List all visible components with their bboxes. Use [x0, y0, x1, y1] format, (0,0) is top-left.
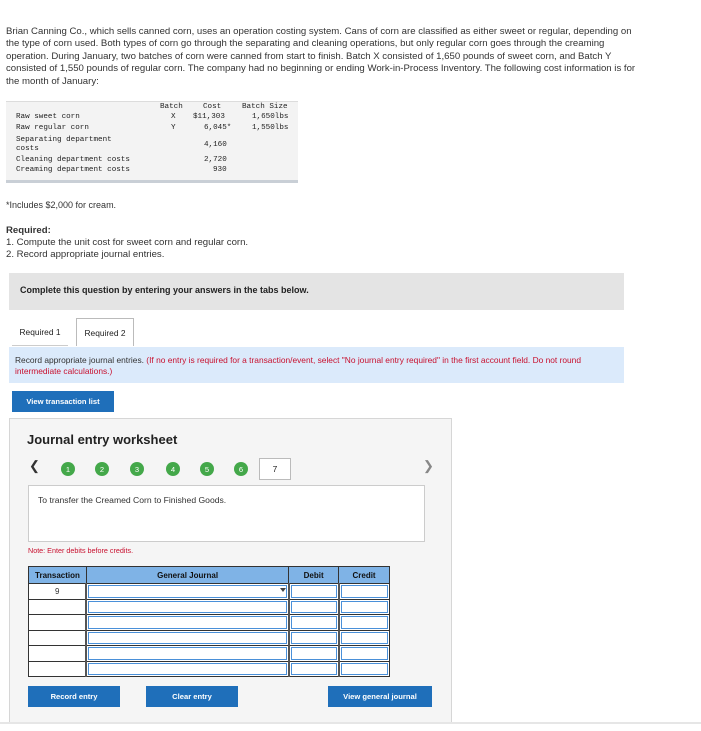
footnote: *Includes $2,000 for cream.	[6, 200, 117, 210]
account-select[interactable]	[86, 584, 288, 600]
tab-required-1[interactable]: Required 1	[12, 318, 68, 346]
credit-field[interactable]	[341, 647, 388, 660]
transaction-description-box	[28, 485, 425, 542]
header-cost: Cost	[203, 103, 222, 111]
journal-row	[29, 615, 390, 631]
debit-input[interactable]	[289, 630, 339, 646]
transaction-number	[29, 599, 87, 615]
banner-text: Complete this question by entering your answers in the tabs below.	[20, 285, 309, 295]
transaction-description: To transfer the Creamed Corn to Finished Goods.	[38, 495, 227, 505]
row-cost: 6,045*	[204, 124, 232, 132]
worksheet-title: Journal entry worksheet	[27, 432, 178, 447]
journal-row	[29, 584, 390, 600]
step-1[interactable]: 1	[61, 462, 75, 476]
credit-field[interactable]	[341, 663, 388, 676]
credit-field[interactable]	[341, 632, 388, 645]
view-transaction-list-button[interactable]: View transaction list	[12, 391, 114, 412]
row-size: 1,550lbs	[252, 124, 289, 132]
row-label-continued: costs	[16, 145, 39, 153]
debit-field[interactable]	[291, 585, 337, 598]
credit-field[interactable]	[341, 616, 388, 629]
table-divider	[6, 180, 298, 183]
instruction-note: (If no entry is required for a transaction/event, select "No journal entry required" in the first account field. Do not round intermediate calculations.)	[15, 355, 581, 376]
row-batch: Y	[171, 124, 176, 132]
credit-input[interactable]	[339, 584, 390, 600]
account-select[interactable]	[86, 599, 288, 615]
row-cost: 930	[213, 166, 227, 174]
header-batch-size: Batch Size	[242, 103, 288, 111]
debits-note: Note: Enter debits before credits.	[28, 546, 134, 555]
row-cost: 2,720	[204, 156, 227, 164]
header-batch: Batch	[160, 103, 183, 111]
required-item-1: 1. Compute the unit cost for sweet corn and regular corn.	[6, 237, 249, 248]
account-field[interactable]	[88, 585, 286, 598]
debit-field[interactable]	[291, 647, 337, 660]
credit-input[interactable]	[339, 599, 390, 615]
step-3[interactable]: 3	[130, 462, 144, 476]
account-field[interactable]	[88, 632, 286, 645]
credit-input[interactable]	[339, 630, 390, 646]
debit-input[interactable]	[289, 584, 339, 600]
transaction-number: 9	[29, 584, 87, 600]
row-label: Creaming department costs	[16, 166, 130, 174]
transaction-number	[29, 615, 87, 631]
credit-input[interactable]	[339, 661, 390, 677]
required-item-2: 2. Record appropriate journal entries.	[6, 249, 165, 260]
debit-field[interactable]	[291, 601, 337, 614]
row-cost: $11,303	[193, 113, 225, 121]
row-size: 1,650lbs	[252, 113, 289, 121]
col-debit: Debit	[289, 567, 339, 584]
step-4[interactable]: 4	[166, 462, 180, 476]
col-general-journal: General Journal	[86, 567, 288, 584]
account-field[interactable]	[88, 647, 286, 660]
row-label: Raw sweet corn	[16, 113, 80, 121]
journal-row	[29, 599, 390, 615]
step-5[interactable]: 5	[200, 462, 214, 476]
row-cost: 4,160	[204, 141, 227, 149]
complete-question-banner	[9, 273, 624, 310]
journal-table	[28, 566, 390, 676]
page-bottom-divider	[0, 722, 701, 724]
debit-input[interactable]	[289, 615, 339, 631]
transaction-number	[29, 630, 87, 646]
row-label: Separating department	[16, 136, 112, 144]
problem-intro: Brian Canning Co., which sells canned corn, uses an operation costing system. Cans of corn are classified as either sweet or regular, depending on the type of corn used. Both types of corn go through the separating and cleaning operations, but only regular corn goes through the creaming operation. During January, two batches of corn were canned from start to finish. Batch X consisted of 1,650 pounds of sweet corn, and Batch Y consisted of 1,550 pounds of regular corn. The company had no beginning or ending Work-in-Process Inventory. The following cost information is for the month of January:	[6, 26, 636, 87]
debit-input[interactable]	[289, 661, 339, 677]
chevron-left-icon[interactable]: ❮	[29, 458, 40, 473]
chevron-right-icon[interactable]: ❯	[423, 458, 434, 473]
account-select[interactable]	[86, 630, 288, 646]
journal-row	[29, 646, 390, 662]
debit-field[interactable]	[291, 663, 337, 676]
account-field[interactable]	[88, 663, 286, 676]
row-label: Raw regular corn	[16, 124, 89, 132]
journal-row	[29, 661, 390, 677]
clear-entry-button[interactable]: Clear entry	[146, 686, 238, 707]
col-credit: Credit	[339, 567, 390, 584]
step-6[interactable]: 6	[234, 462, 248, 476]
row-batch: X	[171, 113, 176, 121]
view-general-journal-button[interactable]: View general journal	[328, 686, 432, 707]
account-select[interactable]	[86, 661, 288, 677]
credit-input[interactable]	[339, 615, 390, 631]
dropdown-arrow-icon[interactable]	[280, 588, 286, 592]
account-field[interactable]	[88, 616, 286, 629]
required-heading: Required:	[6, 225, 51, 236]
col-transaction: Transaction	[29, 567, 87, 584]
credit-field[interactable]	[341, 601, 388, 614]
instruction-main: Record appropriate journal entries.	[15, 355, 144, 365]
credit-input[interactable]	[339, 646, 390, 662]
account-field[interactable]	[88, 601, 286, 614]
debit-field[interactable]	[291, 632, 337, 645]
cost-information-table	[6, 101, 298, 183]
debit-input[interactable]	[289, 646, 339, 662]
instruction-box	[9, 347, 624, 383]
transaction-number	[29, 661, 87, 677]
debit-input[interactable]	[289, 599, 339, 615]
account-select[interactable]	[86, 615, 288, 631]
record-entry-button[interactable]: Record entry	[28, 686, 120, 707]
journal-row	[29, 630, 390, 646]
step-7-current[interactable]: 7	[259, 458, 291, 480]
row-label: Cleaning department costs	[16, 156, 130, 164]
tab-required-2[interactable]: Required 2	[76, 318, 134, 346]
step-2[interactable]: 2	[95, 462, 109, 476]
account-select[interactable]	[86, 646, 288, 662]
debit-field[interactable]	[291, 616, 337, 629]
transaction-number	[29, 646, 87, 662]
credit-field[interactable]	[341, 585, 388, 598]
